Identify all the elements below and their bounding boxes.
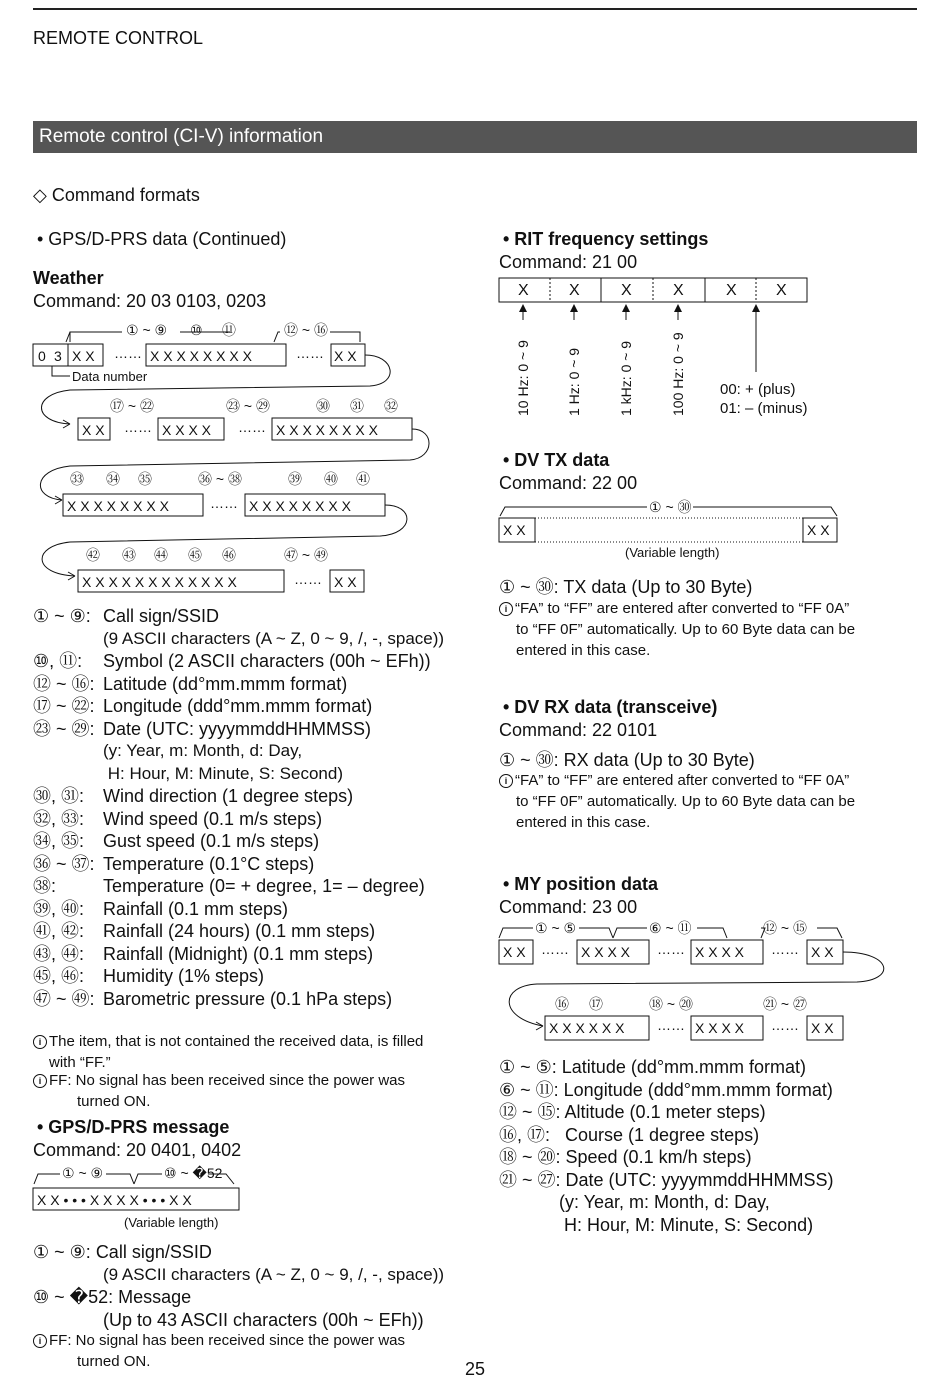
gps-message-command: Command: 20 0401, 0402	[33, 1140, 242, 1160]
svg-text:X X: X X	[334, 348, 357, 364]
dvtx-title: • DV TX data	[503, 450, 610, 470]
gps-message-legend-1: ① ~ ⑨: Call sign/SSID	[33, 1242, 212, 1262]
legend-key: ㉚, ㉛:	[33, 786, 85, 806]
rit-cell: X	[776, 282, 787, 299]
svg-text:0: 0	[38, 348, 46, 364]
svg-text:① ~ ⑤: ① ~ ⑤	[535, 920, 577, 936]
dvtx-command: Command: 22 00	[499, 473, 638, 493]
svg-text:X X: X X	[334, 574, 357, 590]
svg-text:……: ……	[657, 941, 685, 957]
svg-text:X X X X X X X X: X X X X X X X X	[276, 422, 378, 438]
weather-note-1: i The item, that is not contained the received data, is filled with “FF.”	[33, 1031, 423, 1073]
mypos-legend-row: ⑥ ~ ⑪: Longitude (ddd°mm.mmm format)	[499, 1079, 833, 1100]
gps-message-diagram	[30, 1162, 250, 1214]
legend-text: Symbol (2 ASCII characters (00h ~ EFh))	[103, 651, 431, 671]
dvtx-range: ① ~ ㉚	[649, 499, 692, 515]
info-icon: i	[33, 1035, 47, 1049]
rit-cell: X	[621, 282, 632, 299]
svg-text:……: ……	[294, 571, 322, 587]
info-icon: i	[499, 774, 513, 788]
dvrx-title: • DV RX data (transceive)	[503, 697, 718, 717]
weather-command: Command: 20 03 0103, 0203	[33, 291, 267, 311]
rit-label-10hz: 10 Hz: 0 ~ 9	[515, 340, 531, 416]
legend-key: ㉞, ㉟:	[33, 831, 85, 851]
mypos-legend-row: ⑯, ⑰: Course (1 degree steps)	[499, 1124, 760, 1145]
svg-text:⑰: ⑰	[589, 996, 603, 1012]
rit-label-1khz: 1 kHz: 0 ~ 9	[618, 340, 634, 416]
svg-text:⑫ ~ ⑮: ⑫ ~ ⑮	[763, 920, 807, 936]
svg-text:㊵: ㊵	[324, 471, 338, 487]
svg-text:X X • • • X X X X • • • X X: X X • • • X X X X • • • X X	[37, 1192, 192, 1208]
svg-text:⑥ ~ ⑪: ⑥ ~ ⑪	[649, 920, 692, 936]
svg-text:⑫ ~ ⑯: ⑫ ~ ⑯	[284, 322, 328, 338]
legend-text: (9 ASCII characters (A ~ Z, 0 ~ 9, /, -, space))	[103, 628, 445, 648]
legend-key: ㉜, ㉝:	[33, 808, 85, 829]
svg-text:㉛: ㉛	[350, 398, 364, 414]
rit-label-1hz: 1 Hz: 0 ~ 9	[566, 347, 582, 416]
mypos-title: • MY position data	[503, 874, 658, 894]
svg-text:3: 3	[54, 348, 62, 364]
svg-text:㉜: ㉜	[384, 398, 398, 414]
legend-key: ㊴, ㊵:	[33, 898, 85, 919]
svg-text:X X X X X X: X X X X X X	[549, 1020, 625, 1036]
svg-text:……: ……	[210, 495, 238, 511]
rit-label-100hz: 100 Hz: 0 ~ 9	[670, 332, 686, 416]
legend-text: Rainfall (0.1 mm steps)	[103, 898, 289, 919]
mypos-legend-row: ⑱ ~ ⑳: Speed (0.1 km/h steps)	[499, 1147, 752, 1167]
svg-text:X X: X X	[811, 1020, 834, 1036]
legend-text: Humidity (1% steps)	[103, 966, 265, 986]
svg-text:X X X X: X X X X	[581, 944, 631, 960]
section-bar: Remote control (CI-V) information	[33, 121, 917, 153]
svg-text:X X: X X	[807, 522, 830, 538]
svg-text:㊺: ㊺	[188, 547, 202, 563]
dvtx-diagram	[497, 496, 842, 546]
info-icon: i	[499, 602, 513, 616]
legend-text: Date (UTC: yyyymmddHHMMSS)	[103, 718, 372, 739]
svg-text:① ~ ⑨: ① ~ ⑨	[126, 322, 168, 338]
command-formats-heading: ◇ Command formats	[33, 185, 200, 205]
rit-command: Command: 21 00	[499, 252, 638, 272]
legend-text: Longitude (ddd°mm.mmm format)	[103, 696, 373, 716]
legend-text: Barometric pressure (0.1 hPa steps)	[103, 988, 393, 1009]
gps-message-legend-4: (Up to 43 ASCII characters (00h ~ EFh))	[103, 1310, 424, 1330]
legend-text: Wind speed (0.1 m/s steps)	[103, 808, 323, 829]
dvtx-variable: (Variable length)	[625, 545, 720, 560]
legend-text: Temperature (0.1°C steps)	[103, 853, 315, 874]
rit-sign-plus: 00: + (plus)	[720, 381, 796, 398]
data-number-label: Data number	[72, 369, 148, 384]
legend-key: ⑩, ⑪:	[33, 651, 83, 671]
legend-text: Rainfall (Midnight) (0.1 mm steps)	[103, 943, 374, 964]
mypos-command: Command: 23 00	[499, 897, 638, 917]
legend-key: ① ~ ⑨:	[33, 606, 91, 626]
svg-text:⑩: ⑩	[190, 322, 203, 338]
rit-cell: X	[518, 282, 529, 299]
rit-cell: X	[569, 282, 580, 299]
svg-text:X X X X X X X X X X X X: X X X X X X X X X X X X	[82, 574, 237, 590]
gps-message-legend-2: (9 ASCII characters (A ~ Z, 0 ~ 9, /, -, space))	[103, 1265, 445, 1284]
legend-text: Latitude (dd°mm.mmm format)	[103, 673, 348, 694]
legend-key: ⑫ ~ ⑯:	[33, 673, 95, 694]
gps-message-variable: (Variable length)	[124, 1215, 219, 1230]
rit-cell: X	[673, 282, 684, 299]
mypos-legend-row: ㉑ ~ ㉗: Date (UTC: yyyymmddHHMMSS)	[499, 1169, 834, 1190]
svg-text:㉞: ㉞	[106, 471, 120, 487]
svg-text:……: ……	[114, 345, 142, 361]
rit-title: • RIT frequency settings	[503, 229, 709, 249]
dvtx-line: ① ~ ㉚: TX data (Up to 30 Byte)	[499, 577, 753, 597]
info-icon: i	[33, 1074, 47, 1088]
weather-title: Weather	[33, 268, 104, 288]
mypos-legend-row: ① ~ ⑤: Latitude (dd°mm.mmm format)	[499, 1057, 807, 1077]
legend-text: Rainfall (24 hours) (0.1 mm steps)	[103, 921, 376, 941]
weather-note-2: i FF: No signal has been received since the power was turned ON.	[33, 1070, 405, 1112]
svg-text:⑰ ~ ㉒: ⑰ ~ ㉒	[110, 398, 154, 414]
dvrx-note: i “FA” to “FF” are entered after converted to “FF 0A” to “FF 0F” automatically. Up to 60 Byte data can be entered in this case.	[499, 770, 855, 833]
mypos-legend-row: H: Hour, M: Minute, S: Second)	[499, 1214, 814, 1235]
gps-message-legend-3: ⑩ ~ �52: Message	[33, 1287, 192, 1307]
info-icon: i	[33, 1334, 47, 1348]
gps-message-note: i FF: No signal has been received since the power was turned ON.	[33, 1330, 405, 1372]
rit-cell: X	[726, 282, 737, 299]
mypos-legend-row: ⑫ ~ ⑮: Altitude (0.1 meter steps)	[499, 1102, 766, 1122]
svg-text:……: ……	[296, 345, 324, 361]
svg-text:……: ……	[238, 419, 266, 435]
svg-text:⑩ ~ �52: ⑩ ~ �52	[164, 1165, 223, 1181]
svg-text:……: ……	[541, 941, 569, 957]
legend-text: Call sign/SSID	[103, 606, 220, 626]
svg-text:㊱ ~ ㊳: ㊱ ~ ㊳	[198, 471, 242, 487]
svg-text:X X: X X	[82, 422, 105, 438]
legend-key: ㊶, ㊷:	[33, 921, 85, 941]
svg-text:㉑ ~ ㉗: ㉑ ~ ㉗	[763, 996, 807, 1012]
svg-text:㊹: ㊹	[154, 547, 168, 563]
section-header: REMOTE CONTROL	[33, 28, 204, 48]
weather-data-diagram	[30, 318, 450, 600]
legend-text: Wind direction (1 degree steps)	[103, 786, 354, 806]
legend-text: (y: Year, m: Month, d: Day,	[103, 741, 303, 760]
svg-text:X X X X: X X X X	[695, 1020, 745, 1036]
legend-key: ㉓ ~ ㉙:	[33, 718, 95, 739]
svg-text:① ~ ⑨: ① ~ ⑨	[62, 1165, 104, 1181]
page-number: 25	[464, 1359, 486, 1379]
svg-text:㊻: ㊻	[222, 547, 236, 563]
svg-text:㊶: ㊶	[356, 471, 370, 487]
svg-text:㊼ ~ ㊾: ㊼ ~ ㊾	[284, 547, 328, 563]
svg-text:……: ……	[657, 1017, 685, 1033]
dvrx-command: Command: 22 0101	[499, 720, 658, 740]
svg-text:⑪: ⑪	[222, 322, 236, 338]
legend-key: ㊳:	[33, 876, 57, 896]
top-rule	[33, 8, 917, 10]
legend-key: ⑰ ~ ㉒:	[33, 696, 95, 716]
mypos-legend-row: (y: Year, m: Month, d: Day,	[499, 1192, 770, 1212]
svg-text:X X X X X X X X: X X X X X X X X	[150, 348, 252, 364]
legend-key: ㊸, ㊹:	[33, 943, 85, 964]
mypos-diagram	[497, 918, 917, 1043]
svg-text:X X X X: X X X X	[162, 422, 212, 438]
legend-key: ㊼ ~ ㊾:	[33, 988, 95, 1009]
gps-continued-heading: • GPS/D-PRS data (Continued)	[37, 229, 287, 249]
svg-text:X X X X: X X X X	[695, 944, 745, 960]
rit-sign-minus: 01: – (minus)	[720, 400, 808, 417]
dvrx-line: ① ~ ㉚: RX data (Up to 30 Byte)	[499, 750, 755, 770]
svg-text:㊴: ㊴	[288, 471, 302, 487]
mypos-legend	[499, 1056, 834, 1236]
svg-text:㊸: ㊸	[122, 547, 136, 563]
svg-text:……: ……	[124, 419, 152, 435]
legend-text: Temperature (0= + degree, 1= – degree)	[103, 876, 425, 896]
svg-text:……: ……	[771, 1017, 799, 1033]
gps-message-title: • GPS/D-PRS message	[37, 1117, 230, 1137]
svg-text:⑱ ~ ⑳: ⑱ ~ ⑳	[649, 996, 693, 1012]
svg-text:㉓ ~ ㉙: ㉓ ~ ㉙	[226, 398, 270, 414]
svg-text:X X: X X	[503, 944, 526, 960]
svg-text:㊷: ㊷	[86, 547, 100, 563]
legend-key: ㊱ ~ ㊲:	[33, 853, 95, 874]
svg-text:X X X X X X X X: X X X X X X X X	[67, 498, 169, 514]
svg-text:X X X X X X X X: X X X X X X X X	[249, 498, 351, 514]
svg-text:……: ……	[771, 941, 799, 957]
svg-text:X X: X X	[811, 944, 834, 960]
svg-text:㉚: ㉚	[316, 398, 330, 414]
svg-text:X X: X X	[72, 348, 95, 364]
svg-text:⑯: ⑯	[555, 996, 569, 1012]
svg-text:㉟: ㉟	[138, 471, 152, 487]
legend-key: ㊺, ㊻:	[33, 966, 85, 986]
svg-text:X X: X X	[503, 522, 526, 538]
svg-text:㉝: ㉝	[70, 471, 84, 487]
legend-text: H: Hour, M: Minute, S: Second)	[103, 763, 343, 783]
legend-text: Gust speed (0.1 m/s steps)	[103, 831, 320, 851]
dvtx-note: i “FA” to “FF” are entered after converted to “FF 0A” to “FF 0F” automatically. Up to 60 Byte data can be entered in this case.	[499, 598, 855, 661]
